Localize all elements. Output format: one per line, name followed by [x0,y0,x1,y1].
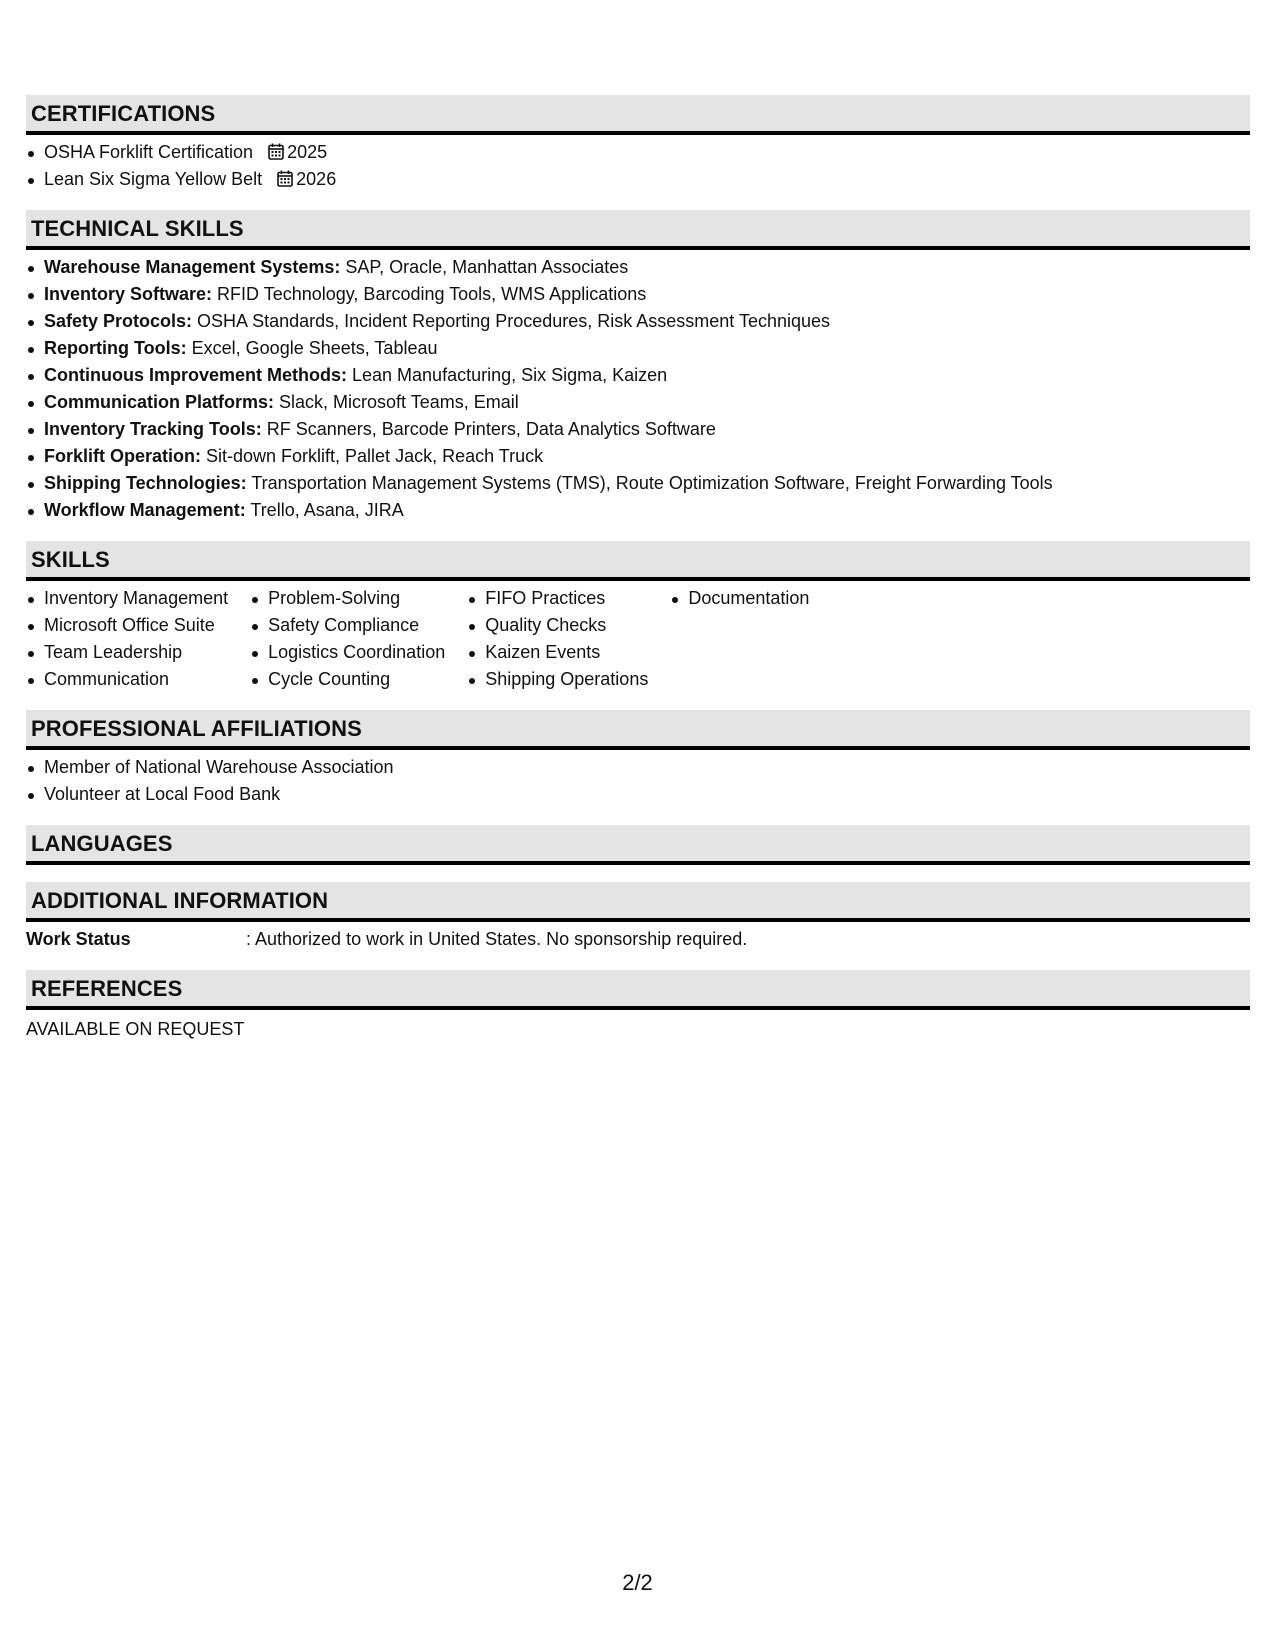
certification-year: 2025 [287,142,328,162]
skills-section [26,541,1250,693]
list-item [26,166,1250,193]
list-item: Logistics Coordination [250,639,445,666]
skills-column [467,585,648,693]
skill-category-label: Continuous Improvement Methods: [44,365,347,385]
list-item: Member of National Warehouse Association [26,754,1250,781]
skill-category-value: Trello, Asana, JIRA [245,500,404,520]
skills-column [26,585,228,693]
skill-category-label: Workflow Management: [44,500,246,520]
list-item: Shipping Operations [467,666,648,693]
list-item: Communication [26,666,228,693]
certifications-list [26,135,1250,193]
list-item: Microsoft Office Suite [26,612,228,639]
list-item: Documentation [670,585,809,612]
skill-category-value: Excel, Google Sheets, Tableau [186,338,438,358]
list-item [26,443,1250,470]
skill-category-value: Lean Manufacturing, Six Sigma, Kaizen [347,365,668,385]
languages-heading: LANGUAGES [26,825,1250,865]
additional-information-heading: ADDITIONAL INFORMATION [26,882,1250,922]
list-item [26,254,1250,281]
skill-category-value: Slack, Microsoft Teams, Email [274,392,519,412]
affiliations-list [26,750,1250,808]
list-item [26,308,1250,335]
affiliations-heading: PROFESSIONAL AFFILIATIONS [26,710,1250,750]
list-item [26,281,1250,308]
skill-category-value: SAP, Oracle, Manhattan Associates [340,257,629,277]
references-heading: REFERENCES [26,970,1250,1010]
skill-category-label: Warehouse Management Systems: [44,257,341,277]
technical-skills-section [26,210,1250,524]
list-item [26,416,1250,443]
list-item [26,335,1250,362]
skill-category-value: RF Scanners, Barcode Printers, Data Analytics Software [261,419,716,439]
references-section [26,970,1250,1043]
skill-category-value: Sit-down Forklift, Pallet Jack, Reach Truck [201,446,544,466]
list-item: Kaizen Events [467,639,648,666]
skill-category-label: Reporting Tools: [44,338,187,358]
certification-date [277,166,336,193]
languages-section [26,825,1250,865]
list-item: Safety Compliance [250,612,445,639]
skill-category-label: Inventory Software: [44,284,213,304]
work-status-row [26,922,1250,953]
skill-category-value: OSHA Standards, Incident Reporting Procedures, Risk Assessment Techniques [192,311,831,331]
certification-date [268,139,327,166]
calendar-icon [268,143,284,160]
skill-category-label: Safety Protocols: [44,311,193,331]
list-item: Team Leadership [26,639,228,666]
skills-heading: SKILLS [26,541,1250,581]
list-item: Quality Checks [467,612,648,639]
list-item: Problem-Solving [250,585,445,612]
skills-column [250,585,445,693]
certification-year: 2026 [296,169,337,189]
affiliations-section [26,710,1250,808]
skill-category-label: Shipping Technologies: [44,473,247,493]
list-item: FIFO Practices [467,585,648,612]
page-number: 2/2 [622,1570,653,1595]
calendar-icon [277,170,293,187]
list-item: Inventory Management [26,585,228,612]
list-item [26,470,1250,497]
certification-name: OSHA Forklift Certification [44,142,254,162]
technical-skills-heading: TECHNICAL SKILLS [26,210,1250,250]
additional-information-section [26,882,1250,953]
skills-grid [26,581,1250,693]
technical-skills-list [26,250,1250,524]
list-item: Volunteer at Local Food Bank [26,781,1250,808]
skill-category-value: RFID Technology, Barcoding Tools, WMS Applications [212,284,647,304]
skill-category-label: Inventory Tracking Tools: [44,419,262,439]
skill-category-label: Forklift Operation: [44,446,201,466]
list-item: Cycle Counting [250,666,445,693]
skill-category-value: Transportation Management Systems (TMS), Route Optimization Software, Freight Forwarding Tools [246,473,1053,493]
skill-category-label: Communication Platforms: [44,392,275,412]
certifications-section [26,95,1250,193]
work-status-label: Work Status [26,929,131,949]
list-item [26,497,1250,524]
list-item [26,389,1250,416]
certifications-heading: CERTIFICATIONS [26,95,1250,135]
work-status-value: : Authorized to work in United States. No sponsorship required. [246,929,748,949]
references-text: AVAILABLE ON REQUEST [26,1019,245,1039]
resume-page [26,95,1250,1060]
certification-name: Lean Six Sigma Yellow Belt [44,169,263,189]
list-item [26,139,1250,166]
list-item [26,362,1250,389]
skills-column [670,585,809,693]
